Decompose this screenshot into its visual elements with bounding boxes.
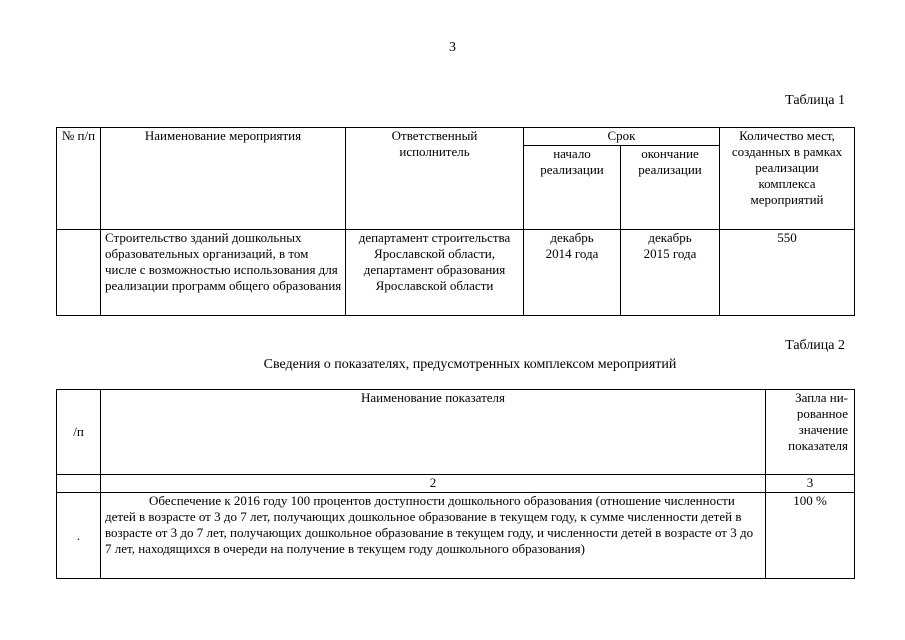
table2-header-value: Запла ни- рованное значение показателя [766,390,855,475]
table1-caption: Таблица 1 [785,93,845,108]
table1-row-name: Строительство зданий дошкольных образовательных организаций, в том числе с возможностью использования для реализации программ общего образования [101,230,346,316]
table2 [56,389,855,579]
table2-header-name: Наименование показателя [101,390,766,475]
table1-header-start: начало реализации [524,146,621,230]
table1 [56,127,855,316]
table2-header-num: /п [57,390,101,475]
table1-header-end: окончание реализации [621,146,720,230]
table2-num-col3: 3 [766,475,855,493]
table2-caption: Таблица 2 [785,338,845,353]
table1-row-executor: департамент строительства Ярославской области, департамент образования Ярославской области [346,230,524,316]
table1-header-name: Наименование мероприятия [101,128,346,230]
page-number: 3 [449,40,456,55]
table2-num-col1 [57,475,101,493]
table2-num-col2: 2 [101,475,766,493]
table1-header-num: № п/п [57,128,101,230]
table1-header-places: Количество мест, созданных в рамках реализации комплекса мероприятий [720,128,855,230]
table1-row-num [57,230,101,316]
table1-header-executor: Ответственный исполнитель [346,128,524,230]
table2-title: Сведения о показателях, предусмотренных комплексом мероприятий [263,357,677,372]
table1-row-end: декабрь 2015 года [621,230,720,316]
table2-row-name: Обеспечение к 2016 году 100 процентов доступности дошкольного образования (отношение численности детей в возрасте от 3 до 7 лет, получающих дошкольное образование в текущем году, к сумме численности детей в возрасте от 3 до 7 лет, получающих дошкольное образование в текущем году, и численности детей в возрасте от 3 до 7 лет, находящихся в очереди на получение в текущем году дошкольного образования) [101,493,766,579]
table1-row-start: декабрь 2014 года [524,230,621,316]
table2-row-num: . [57,493,101,579]
table1-header-term: Срок [524,128,720,146]
table2-row-value: 100 % [766,493,855,579]
table1-row-places: 550 [720,230,855,316]
